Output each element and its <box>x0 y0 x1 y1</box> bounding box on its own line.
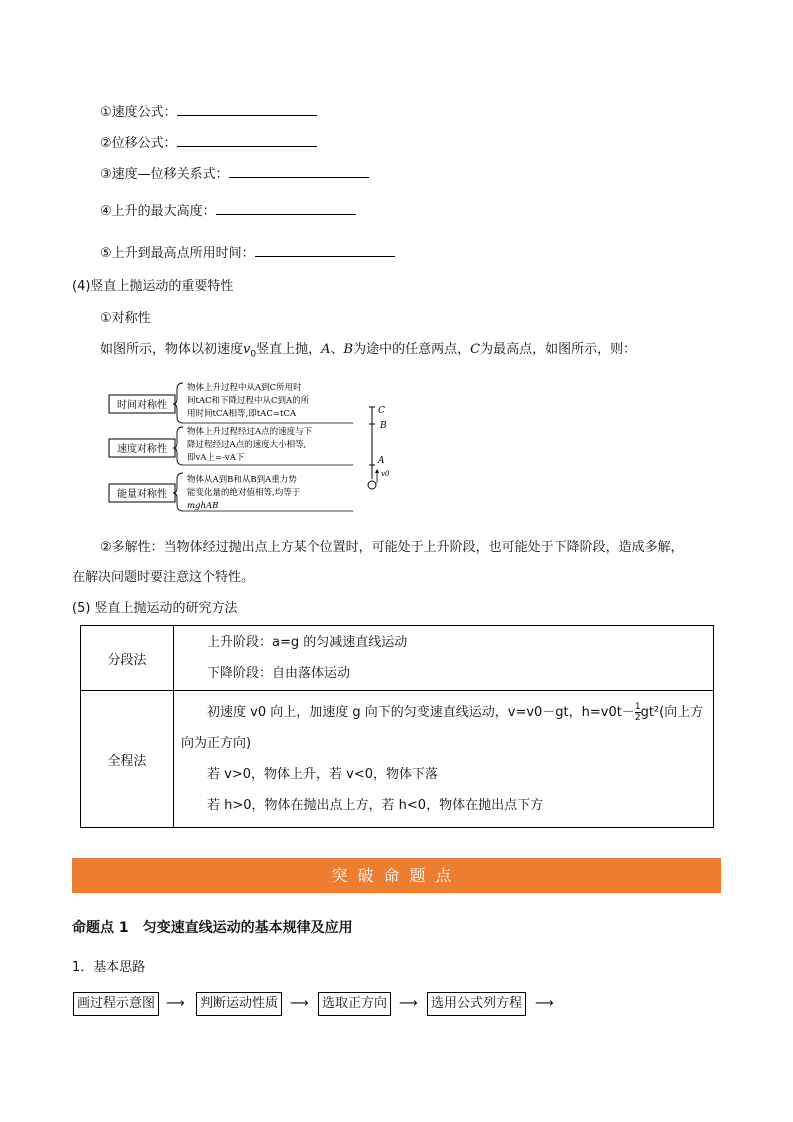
half-fraction: $\frac{1}{2}$ <box>634 702 641 723</box>
displacement-formula-line <box>100 132 317 154</box>
method2-content <box>174 691 714 828</box>
method2-name: 全程法 <box>81 691 174 828</box>
flow-arrow-4: ⟶ <box>535 996 554 1011</box>
velocity-formula-line <box>100 101 317 123</box>
methods-table <box>80 625 714 828</box>
section4-title: (4)竖直上抛运动的重要特性 <box>72 279 234 294</box>
symmetry-heading: ①对称性 <box>100 311 151 326</box>
energy-desc-1: 物体从A到B和从B到A重力势 <box>187 475 297 485</box>
time-desc-3: 用时间tCA相等,即tAC=tCA <box>187 409 296 419</box>
multi-solution-line2: 在解决问题时要注意这个特性。 <box>72 570 255 585</box>
flow-step-2: 判断运动性质 <box>196 992 282 1016</box>
time-to-top-blank <box>255 242 395 257</box>
flow-arrow-2: ⟶ <box>290 996 309 1011</box>
speed-desc-2: 降过程经过A点的速度大小相等, <box>187 440 307 450</box>
energy-symmetry-label: 能量对称性 <box>117 489 167 500</box>
vel-disp-formula-line <box>100 163 369 185</box>
time-symmetry-label: 时间对称性 <box>117 400 167 411</box>
method1-content <box>174 626 714 691</box>
section5-title: (5) 竖直上抛运动的研究方法 <box>72 601 238 616</box>
velocity-formula-label: ①速度公式： <box>100 105 177 120</box>
method2-row4: 若 h>0，物体在抛出点上方，若 h<0，物体在抛出点下方 <box>207 798 544 813</box>
method1-name: 分段法 <box>81 626 174 691</box>
arrow-up-icon <box>375 469 379 473</box>
speed-desc-3: 即vA上=-vA下 <box>187 453 245 463</box>
flow-arrow-1: ⟶ <box>166 996 185 1011</box>
method2-row1: 初速度 v0 向上，加速度 g 向下的匀变速直线运动，v=v0－gt，h=v0t－ $\frac{1}{2}$ gt²(向上方 <box>207 702 704 723</box>
method1-row2: 下降阶段：自由落体运动 <box>207 666 351 681</box>
symmetry-diagram <box>105 375 405 515</box>
point-c-label: C <box>378 406 385 416</box>
speed-desc-1: 物体上升过程经过A点的速度与下 <box>187 427 313 437</box>
method2-row2: 向为正方向) <box>181 736 252 751</box>
time-to-top-label: ⑤上升到最高点所用时间： <box>100 246 255 261</box>
displacement-formula-blank <box>177 132 317 147</box>
max-height-line <box>100 200 356 222</box>
max-height-label: ④上升的最大高度： <box>100 204 216 219</box>
topic-subtitle: 1．基本思路 <box>72 960 146 975</box>
section-banner: 突破命题点 <box>72 858 721 893</box>
time-to-top-line <box>100 242 395 264</box>
point-b-label: B <box>380 421 387 431</box>
topic-title: 命题点 1 匀变速直线运动的基本规律及应用 <box>72 920 353 936</box>
method1-row1: 上升阶段：a=g 的匀减速直线运动 <box>207 635 408 650</box>
max-height-blank <box>216 200 356 215</box>
point-a-label: A <box>378 456 385 466</box>
time-desc-2: 间tAC和下降过程中从C到A的所 <box>187 396 310 406</box>
flow-step-1: 画过程示意图 <box>73 992 159 1016</box>
multi-solution-line1: ②多解性：当物体经过抛出点上方某个位置时，可能处于上升阶段，也可能处于下降阶段，造成多解， <box>100 540 684 555</box>
ball-icon <box>368 481 376 489</box>
energy-desc-2: 能变化量的绝对值相等,均等于 <box>187 488 301 498</box>
vel-disp-formula-label: ③速度—位移关系式： <box>100 167 229 182</box>
v0-label: v0 <box>381 470 390 478</box>
flow-arrow-3: ⟶ <box>399 996 418 1011</box>
method2-row3: 若 v>0，物体上升，若 v<0，物体下落 <box>207 767 438 782</box>
energy-desc-3: mghAB <box>187 501 219 511</box>
flow-step-3: 选取正方向 <box>318 992 391 1016</box>
vel-disp-formula-blank <box>229 163 369 178</box>
flow-step-4: 选用公式列方程 <box>427 992 526 1016</box>
section4-intro: 如图所示，物体以初速度$v_0$竖直上抛，A、B为途中的任意两点，C为最高点，如图所示，则： <box>100 342 637 360</box>
velocity-formula-blank <box>177 101 317 116</box>
time-desc-1: 物体上升过程中从A到C所用时 <box>187 383 302 393</box>
displacement-formula-label: ②位移公式： <box>100 136 177 151</box>
speed-symmetry-label: 速度对称性 <box>117 444 167 455</box>
